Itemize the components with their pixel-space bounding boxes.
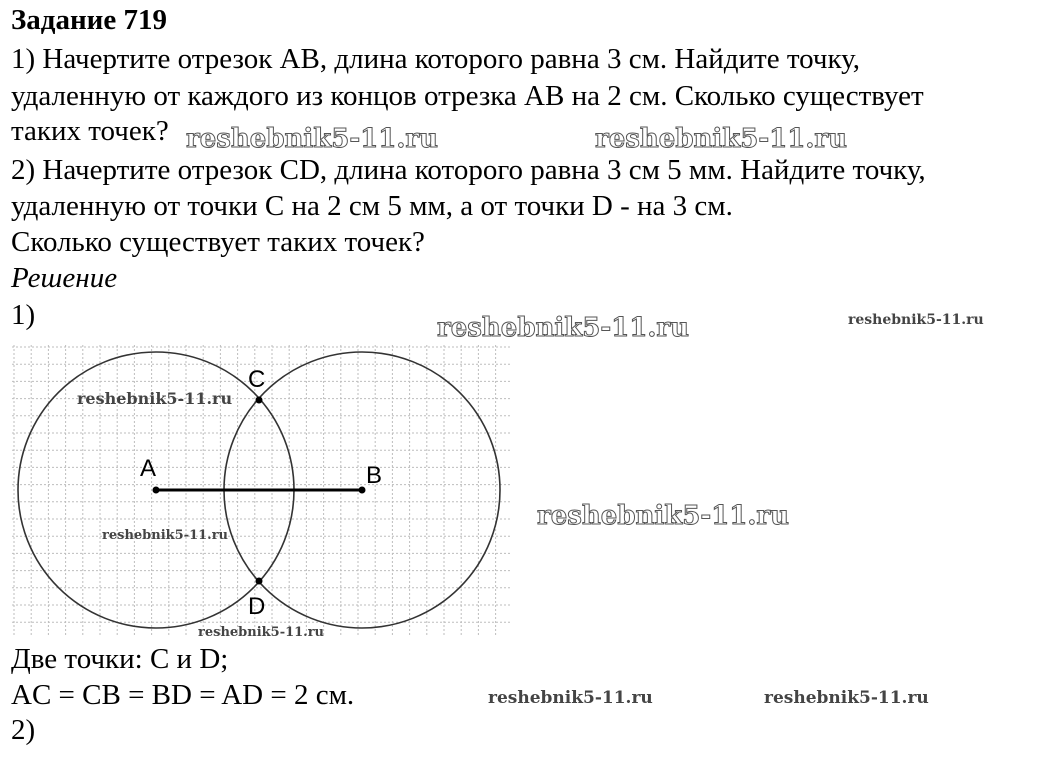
question-2-line-3: Сколько существует таких точек? <box>11 226 425 258</box>
watermark: reshebnik5-11.ru <box>488 688 653 708</box>
watermark: reshebnik5-11.ru <box>198 625 325 640</box>
point-d <box>256 578 263 585</box>
solution-part-1-label: 1) <box>11 299 36 331</box>
watermark: reshebnik5-11.ru <box>437 313 690 343</box>
watermark: reshebnik5-11.ru <box>848 312 984 328</box>
watermark: reshebnik5-11.ru <box>595 124 848 154</box>
point-a <box>153 487 160 494</box>
watermark: reshebnik5-11.ru <box>186 124 439 154</box>
watermark: reshebnik5-11.ru <box>77 389 233 408</box>
answer-line-2: AC = CB = BD = AD = 2 см. <box>11 679 355 711</box>
answer-line-1: Две точки: C и D; <box>11 643 229 675</box>
question-1-line-3: таких точек? <box>11 115 169 147</box>
question-1-line-1: 1) Начертите отрезок AB, длина которого равна 3 см. Найдите точку, <box>11 43 860 75</box>
solution-heading: Решение <box>11 262 118 294</box>
point-c <box>256 397 263 404</box>
watermark: reshebnik5-11.ru <box>102 528 229 543</box>
question-1-line-2: удаленную от каждого из концов отрезка AB на 2 см. Сколько существует <box>11 80 924 112</box>
watermark: reshebnik5-11.ru <box>537 501 790 531</box>
solution-part-2-label: 2) <box>11 714 36 746</box>
watermark: reshebnik5-11.ru <box>764 688 929 708</box>
label-b: B <box>366 462 383 489</box>
point-b <box>359 487 366 494</box>
label-a: A <box>140 455 157 482</box>
task-title: Задание 719 <box>11 4 168 36</box>
label-d: D <box>248 593 266 620</box>
question-2-line-1: 2) Начертите отрезок CD, длина которого равна 3 см 5 мм. Найдите точку, <box>11 154 926 186</box>
label-c: C <box>248 366 266 393</box>
question-2-line-2: удаленную от точки C на 2 см 5 мм, а от точки D - на 3 см. <box>11 190 733 222</box>
